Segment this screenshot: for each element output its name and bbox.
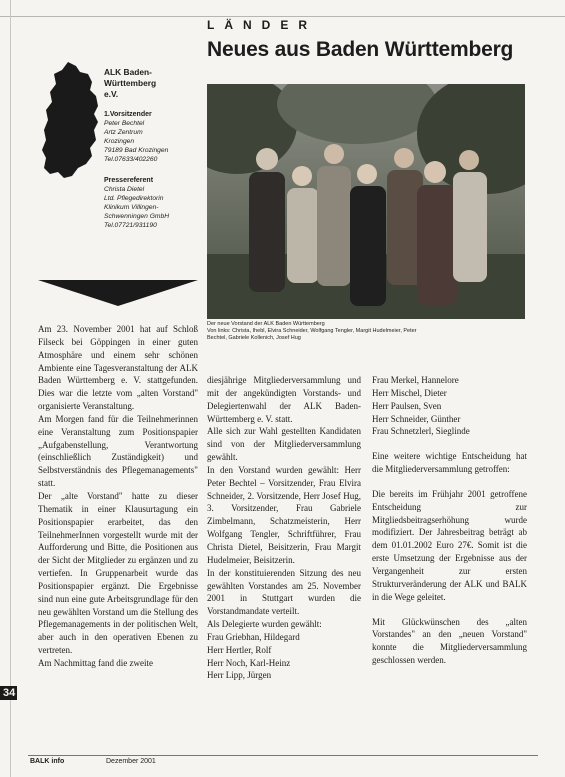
article-column-1 <box>38 323 198 670</box>
org-name: ALK Baden- Württemberg e.V. <box>104 67 157 99</box>
press-line: Christa Dietel <box>104 186 145 193</box>
paragraph: Mit Glückwünschen des „alten Vorstandes" an den „neuen Vorstand" konnte die Mitgliederversammlung geschlossen werden. <box>372 616 527 666</box>
article-column-2 <box>207 374 361 682</box>
press-line: Schwenningen GmbH <box>104 213 170 220</box>
paragraph: Am Nachmittag fand die zweite <box>38 657 153 668</box>
chair-line: Krozingen <box>104 138 135 145</box>
chair-line: Tel.07633/402260 <box>104 156 158 163</box>
section-label: LÄNDER <box>207 18 317 32</box>
delegate-name: Frau Merkel, Hannelore <box>372 375 459 385</box>
press-label: Pressereferent <box>104 177 154 184</box>
article-column-3 <box>372 374 527 667</box>
paragraph: Am 23. November 2001 hat auf Schloß Filseck bei Göppingen in einer guten Atmosphäre und einem sehr schönen Ambiente eine Tagesveranstaltung der ALK Baden Württemberg e. V. stattgefunden. Dies war die letzte vom „alten Vorstand" organisierte Veranstaltung. <box>38 324 198 412</box>
photo-caption: Der neue Vorstand der ALK Baden Württemberg Von links: Christa, Ihebl, Elvira Schneider, Wolfgang Tengler, Margit Hudelmeier, Peter Bechtel, Gabriele Kollenich, Josef Hug <box>207 321 417 341</box>
chair-line: 79189 Bad Krozingen <box>104 147 169 154</box>
delegate-name: Frau Griebhan, Hildegard <box>207 631 300 642</box>
paragraph: Eine weitere wichtige Entscheidung hat die Mitgliederversammlung getroffen: <box>372 451 527 475</box>
chair-line: Peter Bechtel <box>104 120 145 127</box>
delegate-name: Herr Hertler, Rolf <box>207 644 272 655</box>
press-line: Tel.07721/931190 <box>104 222 157 229</box>
trim-line-top <box>0 16 565 17</box>
delegate-name: Herr Lipp, Jürgen <box>207 670 272 681</box>
down-arrow-icon <box>38 280 198 306</box>
issue-date: Dezember 2001 <box>106 758 156 765</box>
delegate-name: Herr Schneider, Günther <box>372 413 461 424</box>
paragraph: In den Vorstand wurden gewählt: Herr Peter Bechtel – Vorsitzender, Frau Elvira Schneider, 2. Vorsitzende, Herr Josef Hug, 3. Vorsitzender, Frau Gabriele Zimbelmann, Schatzmeisterin, Herr Wolfgang Tengler, Schriftführer, Frau Christa Dietel, Beisitzerin, Frau Margit Hudelmeier, Beisitzerin. <box>207 464 361 565</box>
group-photo <box>207 84 525 319</box>
trim-line-left <box>10 0 11 777</box>
delegate-name: Herr Paulsen, Sven <box>372 400 442 411</box>
page-footer <box>28 755 538 768</box>
delegate-name: Herr Mischel, Dieter <box>372 387 447 398</box>
magazine-name: BALK info <box>30 758 65 765</box>
paragraph: Am Morgen fand für die Teilnehmerinnen eine Veranstaltung zum Positionspapier „Aufgabenstellung, Verantwortung (einschließlich Zuständigkeit) und Selbstverständnis des Pflegemanagements" statt. <box>38 413 198 489</box>
press-line: Klinikum Villingen- <box>104 204 159 211</box>
baden-wuerttemberg-map <box>38 60 100 180</box>
contact-infobox <box>104 67 200 230</box>
chair-line: Artz Zentrum <box>104 129 143 136</box>
chair-label: 1.Vorsitzender <box>104 111 152 118</box>
paragraph: Der „alte Vorstand" hatte zu dieser Thematik in einer Klausurtagung ein Positionspapier erarbeitet, das den TeilnehmerInnen vorgestellt wurde mit der Aufforderung und Bitte, die Positionen aus der Sicht der Mitglieder zu ergänzen und zu vertiefen. In Gruppenarbeit wurde das Positionspapier ergänzt. Die Ergebnisse sind nun eine gute Arbeitsgrundlage für den neu gewählten Vorstand um die Stellung des Pflegemanagements in der politischen Welt, aber auch in den operativen Ebenen zu vertreten. <box>38 490 198 656</box>
paragraph: Die bereits im Frühjahr 2001 getroffene Entscheidung zur Mitgliedsbeitragserhöhung wurde modifiziert. Der Jahresbeitrag beträgt ab dem 01.01.2002 Euro 27€. Somit ist die erste Umsetzung der Ergebnisse aus der Vergangenheit zur ersten Strukturveränderung der ALK und BALK in die Wege geleitet. <box>372 488 527 602</box>
paragraph: In der konstituierenden Sitzung des neu gewählten Vorstandes am 25. November 2001 in Stuttgart wurden die Vorstandmandate verteilt. <box>207 567 361 617</box>
delegate-name: Herr Noch, Karl-Heinz <box>207 657 291 668</box>
press-line: Ltd. Pflegedirektorin <box>104 195 164 202</box>
paragraph: Alle sich zur Wahl gestellten Kandidaten sind von der Mitgliederversammlung gewählt. <box>207 426 361 463</box>
page-number: 34 <box>0 686 17 700</box>
delegate-name: Frau Schnetzlerl, Sieglinde <box>372 426 470 437</box>
paragraph: diesjährige Mitgliederversammlung und mit der angekündigten Vorstands- und Delegiertenwahl der ALK Baden-Württemberg e. V. statt. <box>207 375 361 424</box>
article-title: Neues aus Baden Württemberg <box>207 38 514 61</box>
paragraph: Als Delegierte wurden gewählt: <box>207 619 322 630</box>
